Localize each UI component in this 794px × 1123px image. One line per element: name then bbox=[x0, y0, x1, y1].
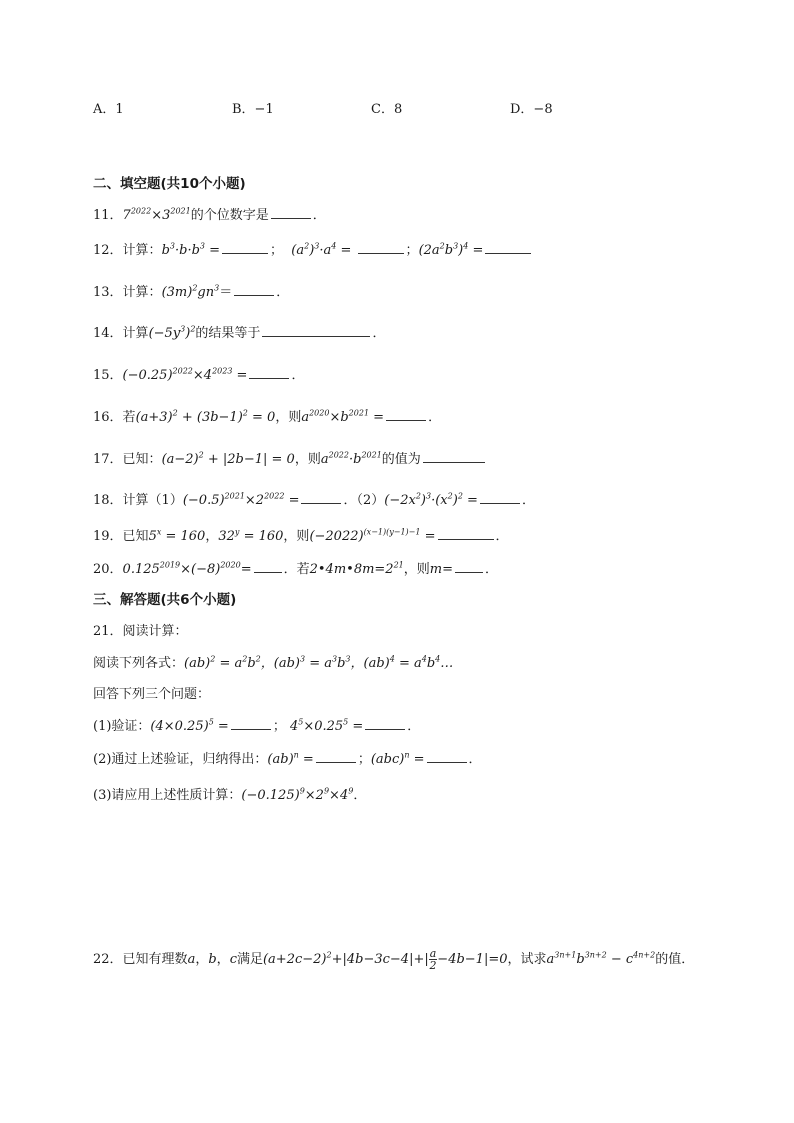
q12-sep-1: ； bbox=[270, 243, 292, 258]
section-fill-in-title: 二、填空题(共10个小题) bbox=[93, 176, 246, 192]
q20-blank-2[interactable] bbox=[455, 560, 483, 573]
q21-p3-label: (3)请应用上述性质计算： bbox=[93, 788, 242, 803]
q18-expr-2: $(-2x^2)^3\cdot(x^2)^2$ = bbox=[384, 491, 478, 508]
q21-p1-label: (1)验证： bbox=[93, 719, 151, 734]
q19-expr-3: $(-2022)^{(x-1)(y-1)-1}$ = bbox=[309, 527, 436, 544]
question-17 bbox=[93, 450, 487, 470]
q14-blank[interactable] bbox=[262, 324, 370, 337]
q21-p1-expr-1: $(4\times 0.25)^5$ = bbox=[150, 717, 229, 734]
q11-text: 的个位数字是 bbox=[190, 208, 269, 223]
q17-expr-2: $a^{2022}\cdot b^{2021}$ bbox=[320, 450, 382, 467]
q21-p2-label: (2)通过上述验证，归纳得出： bbox=[93, 752, 268, 767]
question-21-part-3: (3)请应用上述性质计算：$(-0.125)^9\times 2^9\times 4^9$． bbox=[93, 786, 367, 803]
q15-expr: $(-0.25)^{2022}\times 4^{2023}$ = bbox=[122, 366, 248, 383]
q12-sep-2: ； bbox=[405, 243, 419, 258]
q12-expr-2: $(a^2)^3\cdot a^4$ = bbox=[291, 241, 352, 258]
q22-end: 的值． bbox=[655, 952, 695, 967]
q21-p2-blank-1[interactable] bbox=[316, 750, 356, 763]
q21-p2-blank-2[interactable] bbox=[427, 750, 467, 763]
q21-p1-expr-2: $4^5\times 0.25^5$ = bbox=[289, 717, 364, 734]
q22-vars: a bbox=[187, 952, 196, 967]
q21-number: 21． bbox=[93, 624, 123, 639]
q18-mid: ．（2） bbox=[343, 493, 385, 508]
q20-blank-1[interactable] bbox=[254, 560, 282, 573]
q22-mid: 满足 bbox=[236, 952, 263, 967]
q22-prefix: 已知有理数 bbox=[122, 952, 188, 967]
question-15: 15．$(-0.25)^{2022}\times 4^{2023}$ = ． bbox=[93, 366, 305, 383]
q18-blank-1[interactable] bbox=[301, 491, 341, 504]
q18-prefix: 计算（1） bbox=[122, 493, 183, 508]
q12-number: 12． bbox=[93, 243, 123, 258]
q19-expr-1: $5^x = 160$ bbox=[148, 527, 206, 544]
q20-mid2: ，则 bbox=[403, 562, 430, 577]
q22-suffix: ，试求 bbox=[507, 952, 547, 967]
q12-expr-3: $(2a^2b^3)^4$ = bbox=[418, 241, 484, 258]
q22-target: $a^{3n+1}b^{3n+2} - c^{4n+2}$ bbox=[546, 950, 656, 967]
q19-mid: ，则 bbox=[283, 529, 310, 544]
q12-prefix: 计算： bbox=[122, 243, 162, 258]
q17-mid: ，则 bbox=[294, 452, 321, 467]
q11-blank[interactable] bbox=[271, 206, 311, 219]
choice-a: A．1 bbox=[93, 102, 124, 117]
q16-expr-2: $a^{2020}\times b^{2021}$ = bbox=[301, 408, 385, 425]
q21-p2-expr-2: (abc)$^n$ = bbox=[370, 750, 425, 767]
q20-expr-1: $0.125^{2019}\times(-8)^{2020}$ bbox=[122, 560, 241, 577]
q20-number: 20． bbox=[93, 562, 123, 577]
q13-number: 13． bbox=[93, 285, 123, 300]
q21-p1-blank-1[interactable] bbox=[231, 717, 271, 730]
q12-expr-1: $b^3\cdot b\cdot b^3$ = bbox=[161, 241, 221, 258]
question-19: 19．已知$5^x = 160$，$32^y = 160$，则$(-2022)^{(x-1)(y-1)-1}$ = ． bbox=[93, 527, 509, 544]
q14-end: ． bbox=[372, 326, 386, 341]
question-12 bbox=[93, 241, 533, 261]
q21-read-expr: $(ab)^2 = a^2b^2$，$(ab)^3 = a^3b^3$，$(ab)^4 = a^4b^4\dots$ bbox=[184, 654, 454, 671]
q12-blank-1[interactable] bbox=[222, 241, 268, 254]
question-13: 13．计算：$(3m)^2gn^3=$ ． bbox=[93, 283, 290, 300]
q17-expr: $(a-2)^2 + |2b-1| = 0$ bbox=[161, 450, 295, 467]
q21-p1-blank-2[interactable] bbox=[365, 717, 405, 730]
q18-blank-2[interactable] bbox=[480, 491, 520, 504]
choice-d: D．−8 bbox=[510, 102, 553, 117]
question-14 bbox=[93, 324, 385, 344]
q11-number: 11． bbox=[93, 208, 123, 223]
q19-expr-2: $32^y = 160$ bbox=[218, 527, 284, 544]
q16-blank[interactable] bbox=[386, 408, 426, 421]
q20-expr-2: $2•4m•8m=2^{21}$ bbox=[309, 560, 404, 577]
question-11 bbox=[93, 206, 326, 226]
q17-blank[interactable] bbox=[423, 450, 485, 463]
q20-mid: ．若 bbox=[283, 562, 310, 577]
section-solve-title: 三、解答题(共6个小题) bbox=[93, 592, 237, 608]
question-22: 22．已知有理数a，b，c满足$(a+2c-2)^2+|4b-3c-4|+|$ $\frac{a}{2}$ −4b−1|=0，试求$a^{3n+1}b^{3n+2} - c^{4n+2}$的值． bbox=[93, 947, 695, 972]
q19-prefix: 已知 bbox=[122, 529, 149, 544]
q11-end: ． bbox=[312, 208, 326, 223]
choice-c: C．8 bbox=[371, 102, 403, 117]
q15-number: 15． bbox=[93, 368, 123, 383]
q13-prefix: 计算： bbox=[122, 285, 162, 300]
q14-expr: $(-5y^3)^2$ bbox=[148, 324, 196, 341]
q22-number: 22． bbox=[93, 952, 123, 967]
question-16: 16．若$(a+3)^2 + (3b-1)^2 = 0$，则$a^{2020}\times b^{2021}$ = ． bbox=[93, 408, 442, 425]
q14-number: 14． bbox=[93, 326, 123, 341]
q17-suffix: 的值为 bbox=[381, 452, 421, 467]
question-21-answer: 回答下列三个问题： bbox=[93, 687, 211, 702]
q14-suffix: 的结果等于 bbox=[195, 326, 261, 341]
q17-number: 17． bbox=[93, 452, 123, 467]
question-18: 18．计算$(1)(-0.5)^{2021}\times 2^{2022}$ = ．$(2)(-2x^2)^3\cdot(x^2)^2$ = ． bbox=[93, 491, 535, 508]
question-21-read bbox=[93, 654, 453, 674]
question-21-part-2: (2)通过上述验证，归纳得出：(ab)$^n$ = ；(abc)$^n$ = ． bbox=[93, 750, 482, 767]
q21-title: 阅读计算： bbox=[122, 624, 188, 639]
q18-expr-1: $(-0.5)^{2021}\times 2^{2022}$ = bbox=[182, 491, 300, 508]
q18-number: 18． bbox=[93, 493, 123, 508]
choice-b: B．−1 bbox=[232, 102, 274, 117]
q22-expr: $(a+2c-2)^2+|4b-3c-4|+|$ $\frac{a}{2}$ −4b−1|=0 bbox=[262, 947, 508, 972]
q16-prefix: 若 bbox=[122, 410, 136, 425]
q19-blank[interactable] bbox=[438, 527, 494, 540]
q15-blank[interactable] bbox=[249, 366, 289, 379]
q21-p2-expr-1: (ab)$^n$ = bbox=[267, 750, 314, 767]
q13-blank[interactable] bbox=[234, 283, 274, 296]
q21-read: 阅读下列各式： bbox=[93, 656, 185, 671]
q14-prefix: 计算 bbox=[122, 326, 149, 341]
q13-expr: $(3m)^2gn^3$ bbox=[161, 283, 220, 300]
question-20: 20．$0.125^{2019}\times(-8)^{2020}=$ ．若$2•4m•8m=2^{21}$，则m= ． bbox=[93, 560, 499, 577]
q19-number: 19． bbox=[93, 529, 123, 544]
question-21-title bbox=[93, 622, 188, 642]
q12-blank-2[interactable] bbox=[358, 241, 404, 254]
q11-expr: $7^{2022}\times 3^{2021}$ bbox=[122, 206, 191, 223]
q16-number: 16． bbox=[93, 410, 123, 425]
q16-mid: ，则 bbox=[275, 410, 302, 425]
question-21-part-1: (1)验证：$(4\times 0.25)^5$ = ； $4^5\times 0.25^5$ = ． bbox=[93, 717, 421, 734]
q12-blank-3[interactable] bbox=[485, 241, 531, 254]
q17-prefix: 已知： bbox=[122, 452, 162, 467]
q16-expr: $(a+3)^2 + (3b-1)^2 = 0$ bbox=[135, 408, 276, 425]
q21-p3-expr: $(-0.125)^9\times 2^9\times 4^9$ bbox=[241, 786, 354, 803]
